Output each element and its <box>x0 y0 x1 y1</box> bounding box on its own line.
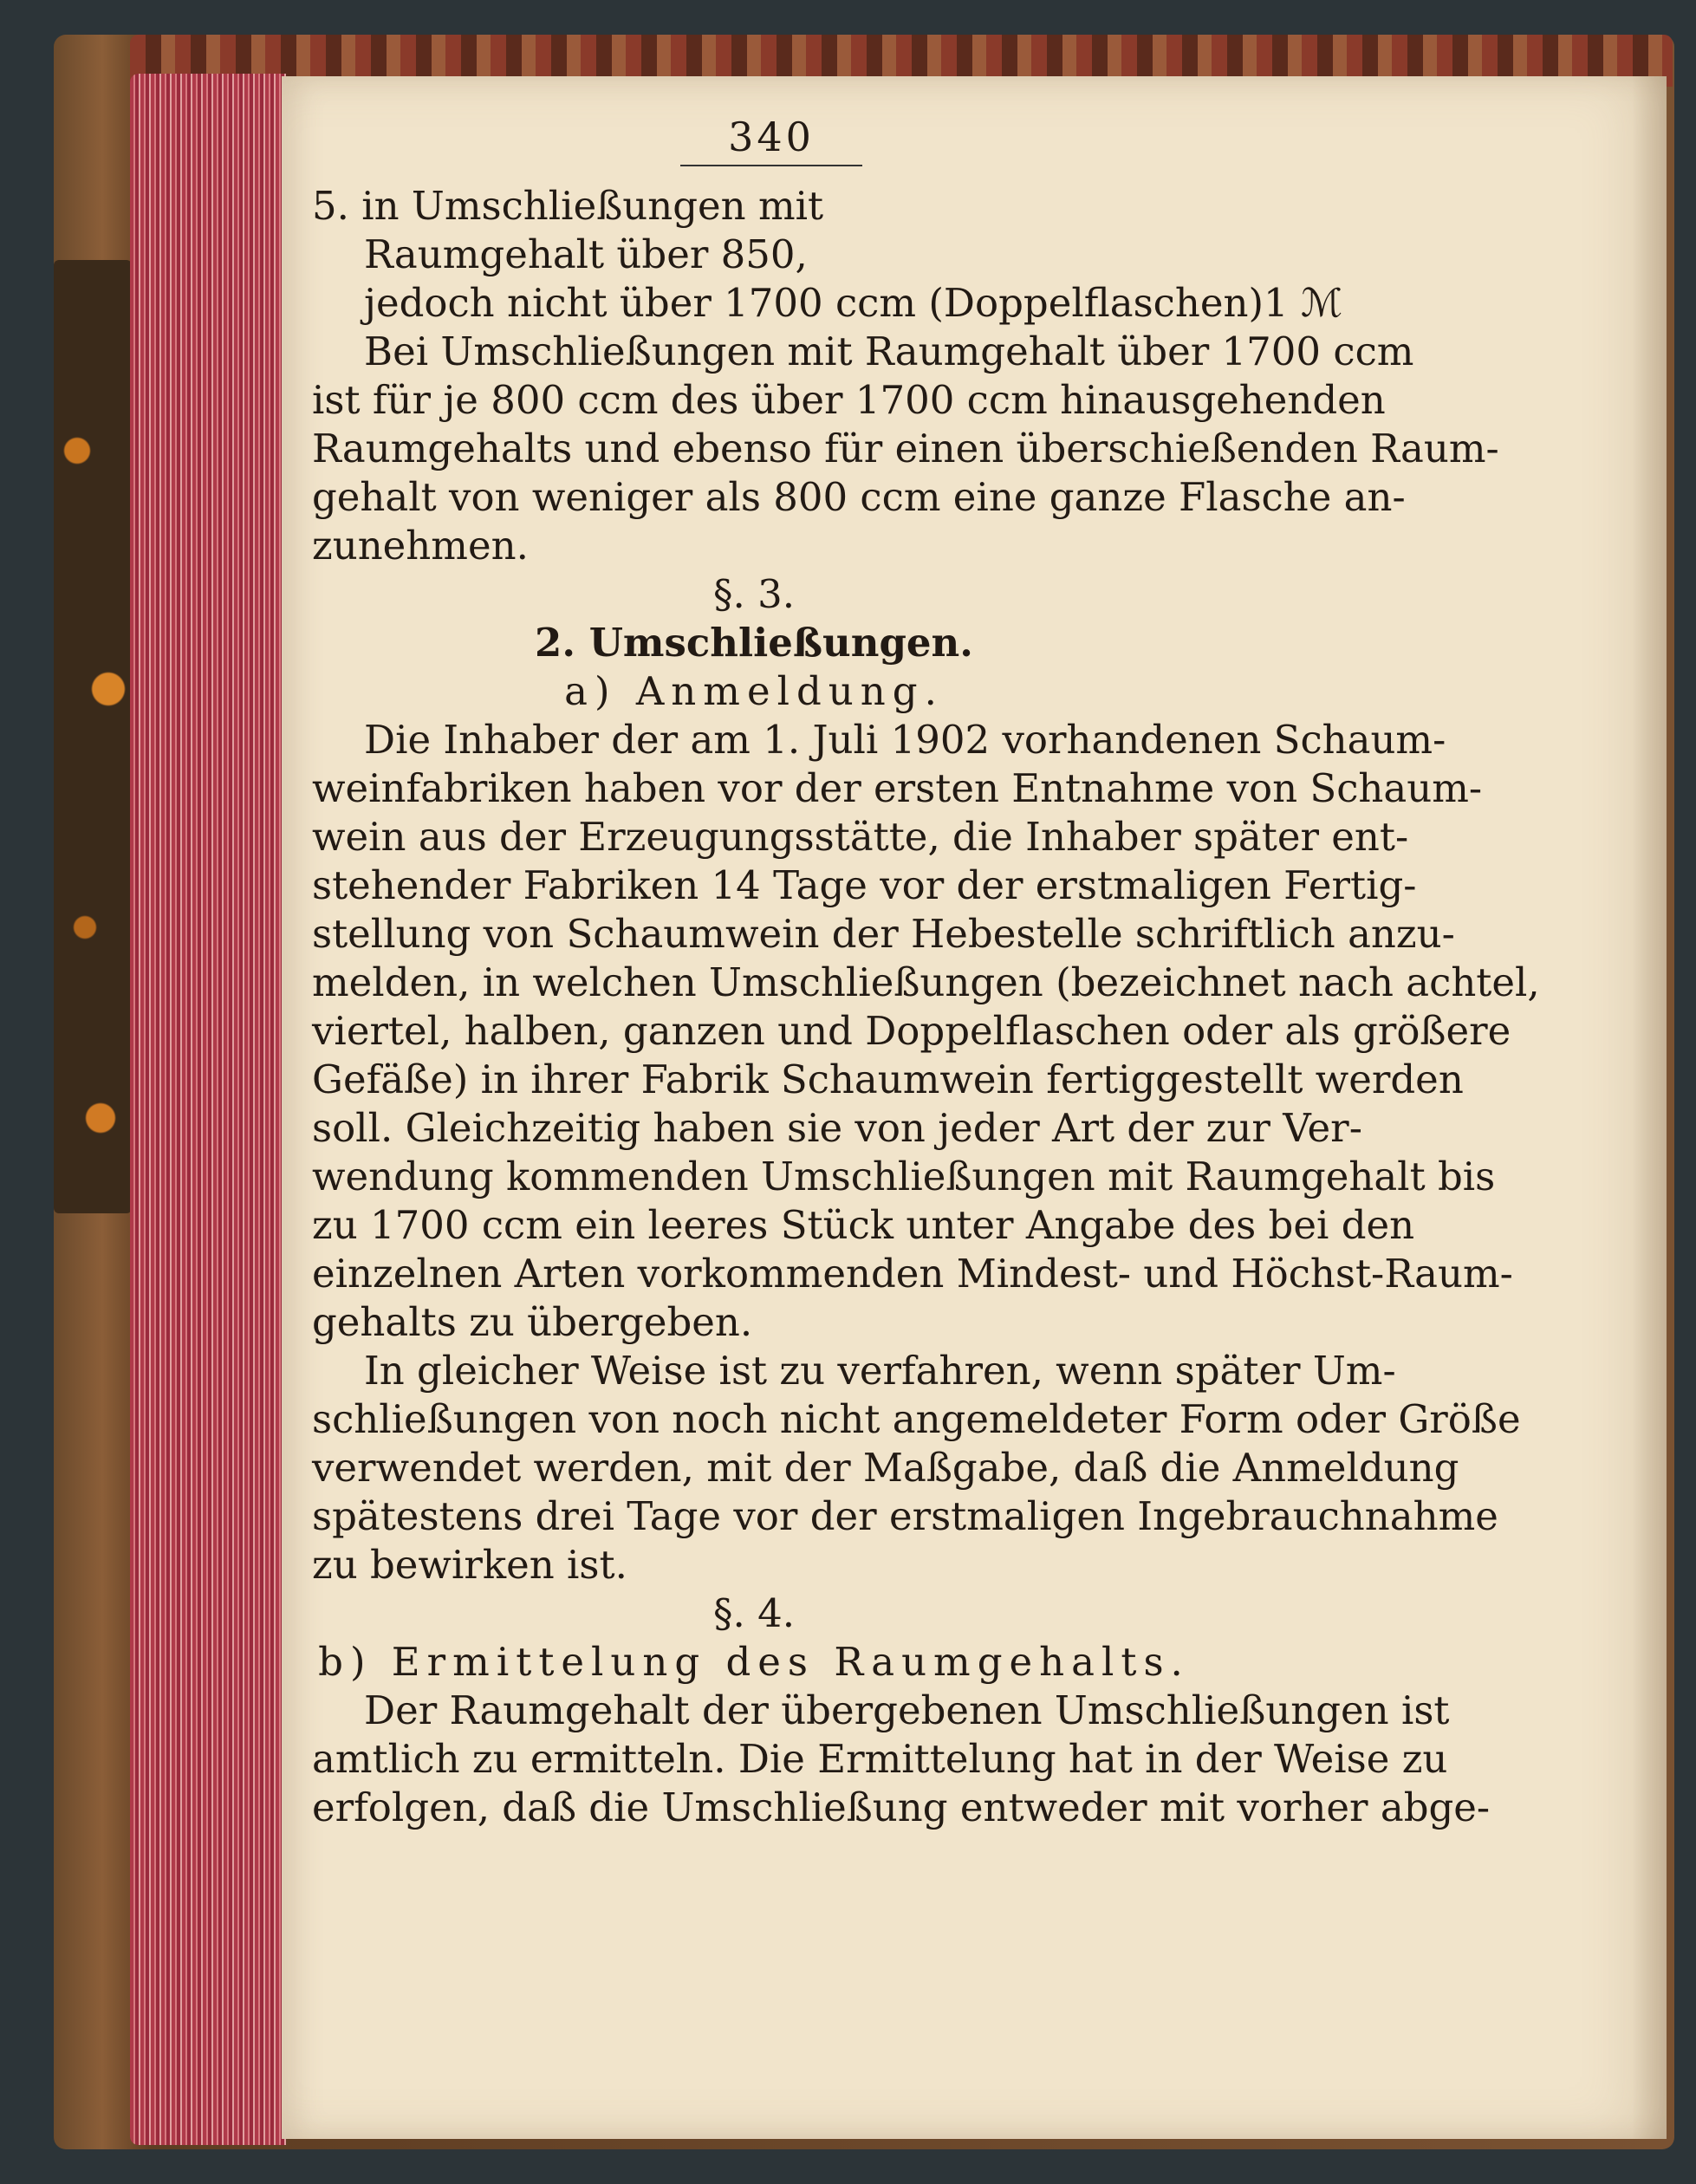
subheading-anmeldung: a) Anmeldung. <box>564 668 944 714</box>
item5-line3-value: 1 ℳ <box>1264 280 1343 326</box>
page-stack-edges <box>130 74 286 2145</box>
item5-line3-text: jedoch nicht über 1700 ccm (Doppelflaschen) <box>364 280 1264 326</box>
paragraph-gleicher <box>312 1347 1521 1589</box>
paragraph-inhaber <box>312 716 1540 1347</box>
text-line: erfolgen, daß die Umschließung entweder mit vorher abge- <box>312 1784 1491 1830</box>
marbled-spine <box>54 260 132 1213</box>
subheading-ermittelung: b) Ermittelung des Raumgehalts. <box>318 1639 1190 1685</box>
text-line: gehalt von weniger als 800 ccm eine ganze Flasche an- <box>312 474 1406 520</box>
text-line: verwendet werden, mit der Maßgabe, daß die Anmeldung <box>312 1445 1459 1491</box>
text-line: zunehmen. <box>312 523 529 569</box>
heading-umschliessungen: 2. Umschließungen. <box>535 620 973 666</box>
text-line: schließungen von noch nicht angemeldeter Form oder Größe <box>312 1396 1521 1442</box>
text-line: viertel, halben, ganzen und Doppelflaschen oder als größere <box>312 1008 1511 1054</box>
text-line: Bei Umschließungen mit Raumgehalt über 1700 ccm <box>364 328 1414 374</box>
paragraph-raumgehalt <box>312 1687 1491 1832</box>
item5-line1: 5. in Umschließungen mit <box>312 183 824 229</box>
page-content <box>312 113 1540 1832</box>
text-line: Gefäße) in ihrer Fabrik Schaumwein fertiggestellt werden <box>312 1056 1464 1102</box>
text-line: ist für je 800 ccm des über 1700 ccm hinausgehenden <box>312 377 1386 423</box>
text-line: weinfabriken haben vor der ersten Entnahme von Schaum- <box>312 765 1483 811</box>
item5-line2: Raumgehalt über 850, <box>364 231 808 277</box>
page-number: 340 <box>680 113 862 166</box>
text-line: spätestens drei Tage vor der erstmaligen Ingebrauchnahme <box>312 1493 1498 1539</box>
text-line: Die Inhaber der am 1. Juli 1902 vorhandenen Schaum- <box>364 717 1446 763</box>
text-line: einzelnen Arten vorkommenden Mindest- und Höchst-Raum- <box>312 1251 1513 1297</box>
section-4-heading: §. 4. <box>712 1590 796 1636</box>
text-line: stellung von Schaumwein der Hebestelle schriftlich anzu- <box>312 911 1455 957</box>
text-line: amtlich zu ermitteln. Die Ermittelung hat in der Weise zu <box>312 1736 1448 1782</box>
text-line: In gleicher Weise ist zu verfahren, wenn später Um- <box>364 1348 1396 1394</box>
text-line: Der Raumgehalt der übergebenen Umschließungen ist <box>364 1687 1450 1733</box>
text-line: Raumgehalts und ebenso für einen überschießenden Raum- <box>312 426 1499 471</box>
text-line: soll. Gleichzeitig haben sie von jeder Art der zur Ver- <box>312 1105 1362 1151</box>
text-line: wein aus der Erzeugungsstätte, die Inhaber später ent- <box>312 814 1409 860</box>
paragraph-bei <box>312 328 1499 570</box>
text-line: gehalts zu übergeben. <box>312 1299 753 1345</box>
text-line: zu bewirken ist. <box>312 1542 627 1588</box>
text-line: melden, in welchen Umschließungen (bezeichnet nach achtel, <box>312 959 1540 1005</box>
text-line: zu 1700 ccm ein leeres Stück unter Angabe des bei den <box>312 1202 1415 1248</box>
text-line: wendung kommenden Umschließungen mit Raumgehalt bis <box>312 1154 1496 1199</box>
page-shadow <box>1632 76 1667 2139</box>
text-line: stehender Fabriken 14 Tage vor der erstmaligen Fertig- <box>312 862 1417 908</box>
section-3-heading: §. 3. <box>712 571 796 617</box>
item5-line3 <box>312 279 1343 328</box>
